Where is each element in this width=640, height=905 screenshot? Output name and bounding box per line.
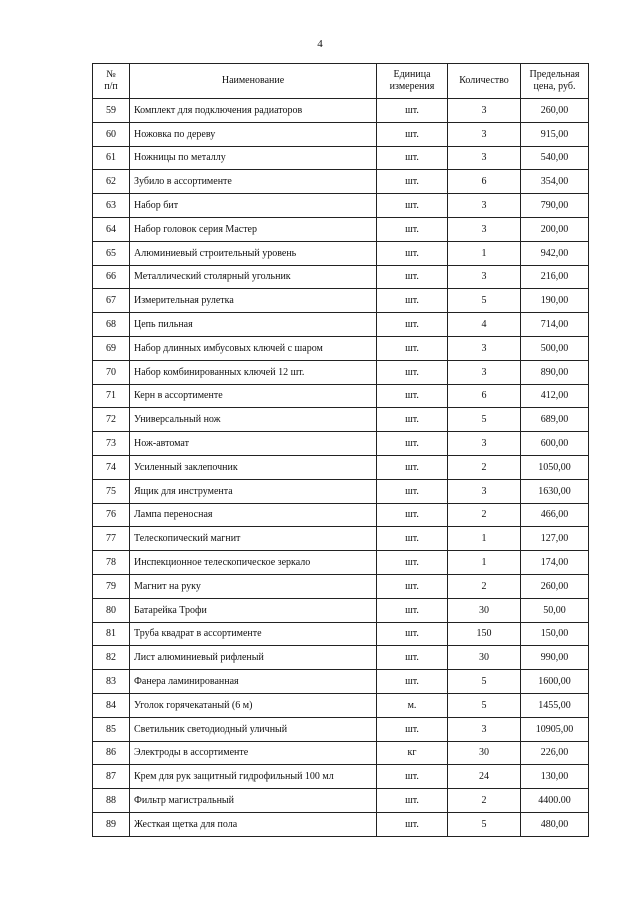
item-price: 50,00 (521, 598, 589, 622)
item-quantity: 3 (448, 479, 521, 503)
row-number: 64 (93, 217, 130, 241)
item-name: Телескопический магнит (130, 527, 377, 551)
item-price: 689,00 (521, 408, 589, 432)
item-price: 130,00 (521, 765, 589, 789)
row-number: 89 (93, 812, 130, 836)
table-row (93, 217, 589, 241)
item-name: Батарейка Трофи (130, 598, 377, 622)
item-quantity: 1 (448, 527, 521, 551)
item-name: Керн в ассортименте (130, 384, 377, 408)
table-row (93, 693, 589, 717)
table-row (93, 146, 589, 170)
item-unit: шт. (377, 598, 448, 622)
item-name: Лист алюминиевый рифленый (130, 646, 377, 670)
item-name: Набор бит (130, 194, 377, 218)
item-quantity: 1 (448, 241, 521, 265)
header-price-line1: Предельная (529, 69, 580, 80)
table-row (93, 384, 589, 408)
item-price: 500,00 (521, 336, 589, 360)
item-quantity: 4 (448, 313, 521, 337)
item-price: 412,00 (521, 384, 589, 408)
item-quantity: 3 (448, 432, 521, 456)
item-unit: шт. (377, 527, 448, 551)
item-price: 1600,00 (521, 670, 589, 694)
table-row (93, 99, 589, 123)
item-quantity: 3 (448, 717, 521, 741)
item-price: 226,00 (521, 741, 589, 765)
row-number: 72 (93, 408, 130, 432)
item-name: Инспекционное телескопическое зеркало (130, 551, 377, 575)
table-row (93, 336, 589, 360)
item-name: Цепь пильная (130, 313, 377, 337)
item-price: 260,00 (521, 574, 589, 598)
table-row (93, 241, 589, 265)
table-row (93, 265, 589, 289)
item-quantity: 3 (448, 265, 521, 289)
item-unit: шт. (377, 551, 448, 575)
item-name: Светильник светодиодный уличный (130, 717, 377, 741)
item-name: Зубило в ассортименте (130, 170, 377, 194)
item-quantity: 3 (448, 99, 521, 123)
item-name: Уголок горячекатаный (6 м) (130, 693, 377, 717)
item-quantity: 5 (448, 812, 521, 836)
item-unit: шт. (377, 717, 448, 741)
item-quantity: 6 (448, 384, 521, 408)
item-price: 890,00 (521, 360, 589, 384)
table-row (93, 646, 589, 670)
item-unit: шт. (377, 217, 448, 241)
row-number: 70 (93, 360, 130, 384)
item-name: Ящик для инструмента (130, 479, 377, 503)
item-name: Набор комбинированных ключей 12 шт. (130, 360, 377, 384)
item-price: 10905,00 (521, 717, 589, 741)
item-unit: шт. (377, 408, 448, 432)
header-name: Наименование (130, 64, 377, 99)
item-price: 1630,00 (521, 479, 589, 503)
item-price: 942,00 (521, 241, 589, 265)
table-row (93, 313, 589, 337)
item-unit: шт. (377, 479, 448, 503)
item-quantity: 2 (448, 789, 521, 813)
item-quantity: 3 (448, 336, 521, 360)
row-number: 59 (93, 99, 130, 123)
item-unit: шт. (377, 360, 448, 384)
item-quantity: 5 (448, 693, 521, 717)
item-price: 150,00 (521, 622, 589, 646)
item-quantity: 150 (448, 622, 521, 646)
item-unit: шт. (377, 812, 448, 836)
item-quantity: 3 (448, 217, 521, 241)
item-name: Алюминиевый строительный уровень (130, 241, 377, 265)
table-row (93, 289, 589, 313)
item-unit: шт. (377, 336, 448, 360)
row-number: 80 (93, 598, 130, 622)
table-row (93, 789, 589, 813)
item-price: 600,00 (521, 432, 589, 456)
row-number: 61 (93, 146, 130, 170)
row-number: 82 (93, 646, 130, 670)
item-unit: шт. (377, 313, 448, 337)
item-name: Электроды в ассортименте (130, 741, 377, 765)
row-number: 84 (93, 693, 130, 717)
page-number: 4 (317, 38, 323, 50)
row-number: 81 (93, 622, 130, 646)
row-number: 77 (93, 527, 130, 551)
item-quantity: 3 (448, 146, 521, 170)
item-quantity: 5 (448, 289, 521, 313)
table-row (93, 551, 589, 575)
item-price: 216,00 (521, 265, 589, 289)
item-price: 1455,00 (521, 693, 589, 717)
item-name: Лампа переносная (130, 503, 377, 527)
item-price: 790,00 (521, 194, 589, 218)
item-quantity: 3 (448, 360, 521, 384)
row-number: 78 (93, 551, 130, 575)
item-quantity: 30 (448, 646, 521, 670)
table-row (93, 194, 589, 218)
table-row (93, 741, 589, 765)
table-row (93, 360, 589, 384)
header-number-line2: п/п (104, 81, 118, 92)
header-number (93, 64, 130, 99)
row-number: 79 (93, 574, 130, 598)
item-quantity: 30 (448, 598, 521, 622)
item-unit: шт. (377, 432, 448, 456)
item-price: 190,00 (521, 289, 589, 313)
item-price: 354,00 (521, 170, 589, 194)
item-quantity: 3 (448, 194, 521, 218)
item-name: Крем для рук защитный гидрофильный 100 мл (130, 765, 377, 789)
item-price: 200,00 (521, 217, 589, 241)
table-row (93, 503, 589, 527)
row-number: 85 (93, 717, 130, 741)
row-number: 73 (93, 432, 130, 456)
table-body (93, 99, 589, 837)
item-quantity: 24 (448, 765, 521, 789)
header-unit-line2: измерения (389, 81, 435, 92)
item-name: Фильтр магистральный (130, 789, 377, 813)
table-row (93, 812, 589, 836)
item-unit: шт. (377, 122, 448, 146)
item-quantity: 2 (448, 503, 521, 527)
item-quantity: 5 (448, 408, 521, 432)
row-number: 66 (93, 265, 130, 289)
table-row (93, 527, 589, 551)
price-table (92, 63, 589, 837)
item-unit: шт. (377, 289, 448, 313)
item-price: 915,00 (521, 122, 589, 146)
table-header-row (93, 64, 589, 99)
table-row (93, 717, 589, 741)
item-unit: шт. (377, 670, 448, 694)
item-unit: шт. (377, 241, 448, 265)
item-quantity: 30 (448, 741, 521, 765)
item-unit: шт. (377, 503, 448, 527)
item-price: 466,00 (521, 503, 589, 527)
table-row (93, 122, 589, 146)
table-row (93, 765, 589, 789)
row-number: 68 (93, 313, 130, 337)
item-price: 174,00 (521, 551, 589, 575)
item-unit: кг (377, 741, 448, 765)
item-quantity: 3 (448, 122, 521, 146)
table-row (93, 622, 589, 646)
row-number: 69 (93, 336, 130, 360)
row-number: 83 (93, 670, 130, 694)
item-quantity: 2 (448, 455, 521, 479)
table-row (93, 432, 589, 456)
item-name: Нож-автомат (130, 432, 377, 456)
item-name: Ножницы по металлу (130, 146, 377, 170)
item-price: 260,00 (521, 99, 589, 123)
item-price: 480,00 (521, 812, 589, 836)
header-price-line2: цена, руб. (533, 81, 576, 92)
item-unit: шт. (377, 265, 448, 289)
row-number: 65 (93, 241, 130, 265)
table-row (93, 479, 589, 503)
item-name: Усиленный заклепочник (130, 455, 377, 479)
header-quantity: Количество (448, 64, 521, 99)
table-row (93, 408, 589, 432)
item-price: 714,00 (521, 313, 589, 337)
item-price: 1050,00 (521, 455, 589, 479)
item-unit: шт. (377, 455, 448, 479)
table-row (93, 170, 589, 194)
item-quantity: 1 (448, 551, 521, 575)
item-quantity: 2 (448, 574, 521, 598)
item-name: Жесткая щетка для пола (130, 812, 377, 836)
item-name: Набор длинных имбусовых ключей с шаром (130, 336, 377, 360)
item-price: 540,00 (521, 146, 589, 170)
row-number: 63 (93, 194, 130, 218)
item-price: 127,00 (521, 527, 589, 551)
item-name: Металлический столярный угольник (130, 265, 377, 289)
table-row (93, 670, 589, 694)
item-name: Измерительная рулетка (130, 289, 377, 313)
item-name: Ножовка по дереву (130, 122, 377, 146)
item-unit: шт. (377, 574, 448, 598)
item-name: Фанера ламинированная (130, 670, 377, 694)
row-number: 74 (93, 455, 130, 479)
header-number-line1: № (106, 69, 116, 80)
row-number: 62 (93, 170, 130, 194)
item-unit: шт. (377, 646, 448, 670)
row-number: 86 (93, 741, 130, 765)
item-price: 4400.00 (521, 789, 589, 813)
item-unit: шт. (377, 622, 448, 646)
row-number: 67 (93, 289, 130, 313)
item-name: Универсальный нож (130, 408, 377, 432)
item-name: Магнит на руку (130, 574, 377, 598)
item-name: Комплект для подключения радиаторов (130, 99, 377, 123)
table-row (93, 574, 589, 598)
item-unit: шт. (377, 384, 448, 408)
item-quantity: 6 (448, 170, 521, 194)
item-unit: шт. (377, 170, 448, 194)
row-number: 71 (93, 384, 130, 408)
item-unit: шт. (377, 146, 448, 170)
item-unit: шт. (377, 99, 448, 123)
row-number: 76 (93, 503, 130, 527)
item-name: Труба квадрат в ассортименте (130, 622, 377, 646)
item-price: 990,00 (521, 646, 589, 670)
header-unit (377, 64, 448, 99)
table-row (93, 455, 589, 479)
item-name: Набор головок серия Мастер (130, 217, 377, 241)
row-number: 60 (93, 122, 130, 146)
header-price (521, 64, 589, 99)
table-row (93, 598, 589, 622)
item-unit: шт. (377, 765, 448, 789)
row-number: 87 (93, 765, 130, 789)
row-number: 75 (93, 479, 130, 503)
item-quantity: 5 (448, 670, 521, 694)
row-number: 88 (93, 789, 130, 813)
item-unit: м. (377, 693, 448, 717)
item-unit: шт. (377, 194, 448, 218)
header-unit-line1: Единица (393, 69, 431, 80)
item-unit: шт. (377, 789, 448, 813)
